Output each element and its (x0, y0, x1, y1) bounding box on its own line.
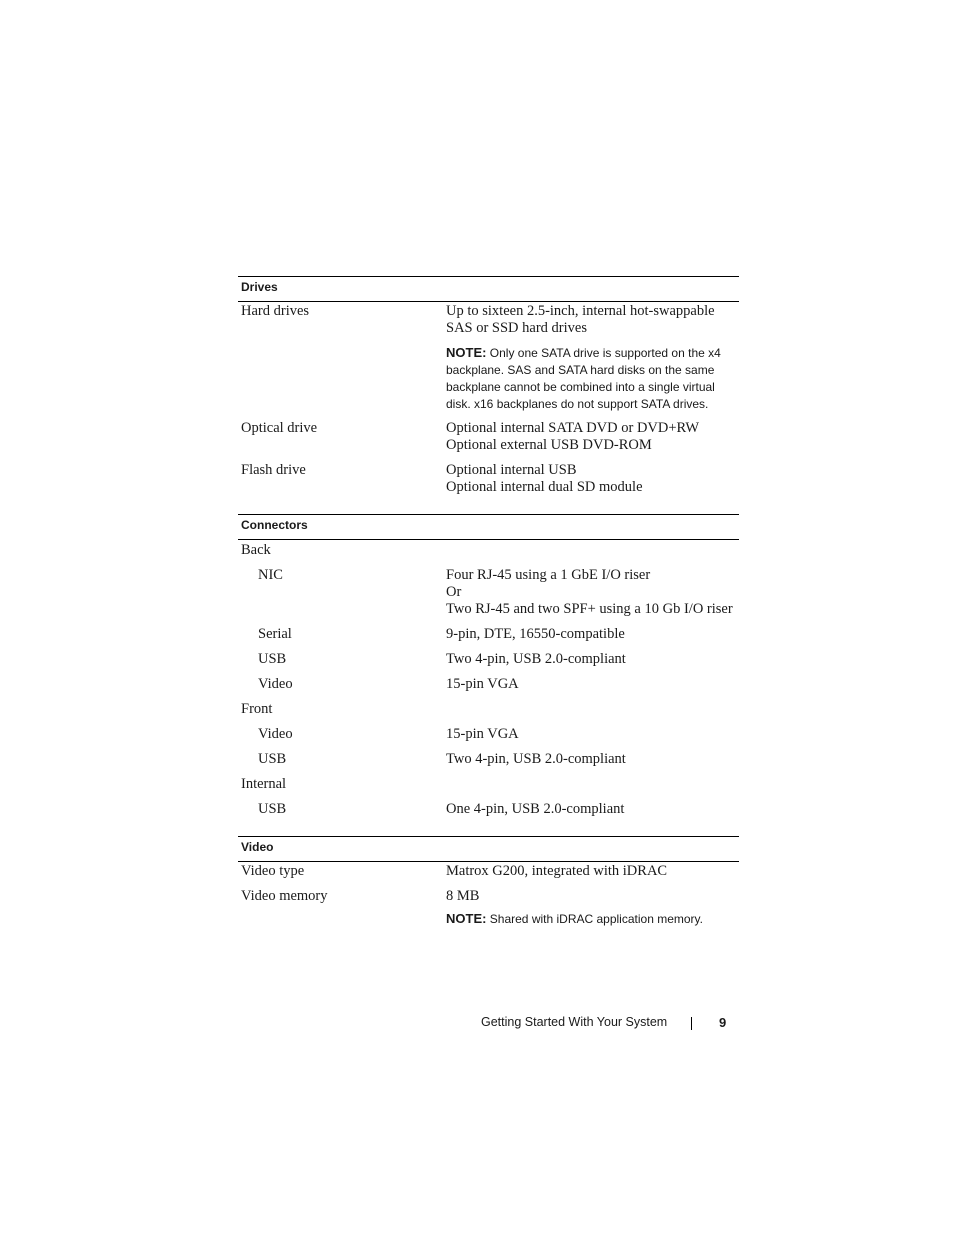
spec-value: One 4-pin, USB 2.0-compliant (446, 801, 625, 817)
spec-label: USB (258, 751, 287, 767)
spec-label: Video (258, 676, 293, 692)
spec-value: Four RJ-45 using a 1 GbE I/O riser Or Two RJ-45 and two SPF+ using a 10 Gb I/O riser (446, 567, 733, 617)
spec-label: Optical drive (241, 420, 318, 436)
spec-value: 15-pin VGA (446, 676, 519, 692)
spec-value: Up to sixteen 2.5-inch, internal hot-swappable SAS or SSD hard drives (446, 303, 715, 336)
footer-title: Getting Started With Your System (481, 1015, 668, 1029)
spec-label: Flash drive (241, 462, 306, 478)
video-section (238, 836, 739, 926)
video-heading: Video (238, 836, 739, 862)
drives-section (238, 276, 739, 495)
spec-label: Hard drives (241, 303, 310, 319)
connectors-heading: Connectors (238, 514, 739, 540)
spec-value: 9-pin, DTE, 16550-compatible (446, 626, 625, 642)
spec-value: Two 4-pin, USB 2.0-compliant (446, 751, 626, 767)
spec-label: USB (258, 651, 287, 667)
spec-value: Matrox G200, integrated with iDRAC (446, 863, 668, 879)
spec-label: Video memory (241, 888, 328, 904)
spec-label: Serial (258, 626, 292, 642)
spec-value: 8 MB (446, 888, 480, 904)
spec-label: Video type (241, 863, 305, 879)
footer-separator (691, 1017, 692, 1030)
page-number: 9 (719, 1015, 727, 1030)
spec-label: Video (258, 726, 293, 742)
spec-value: 15-pin VGA (446, 726, 519, 742)
spec-label: Front (241, 701, 273, 717)
note-sata-drive: NOTE: Only one SATA drive is supported on the x4 backplane. SAS and SATA hard disks on the same backplane cannot be combined into a single virtual disk. x16 backplanes do not support SATA drives. (446, 345, 721, 411)
spec-label: Internal (241, 776, 287, 792)
connectors-section (238, 514, 739, 817)
spec-label: Back (241, 542, 271, 558)
note-label: NOTE: (446, 345, 487, 360)
spec-value: Two 4-pin, USB 2.0-compliant (446, 651, 626, 667)
spec-value: Optional internal SATA DVD or DVD+RW Optional external USB DVD-ROM (446, 420, 700, 453)
spec-value: Optional internal USB Optional internal dual SD module (446, 462, 643, 495)
note-label: NOTE: (446, 911, 487, 926)
note-video-memory: NOTE: Shared with iDRAC application memory. (446, 911, 703, 926)
spec-label: NIC (258, 567, 283, 583)
spec-label: USB (258, 801, 287, 817)
drives-heading: Drives (238, 276, 739, 302)
